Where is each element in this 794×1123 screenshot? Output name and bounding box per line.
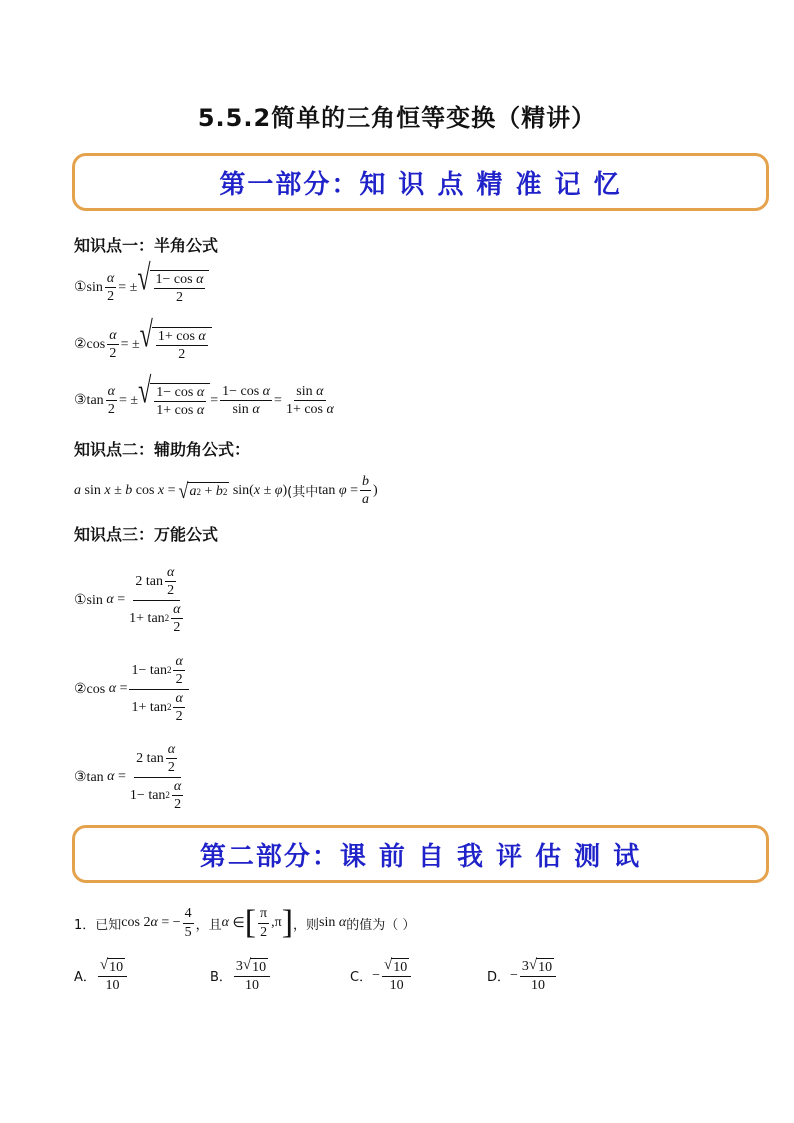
formula-universal-cos: ②cos α = 1− tan 2 $\frac{\alpha}{2}$ 1+ tan 2 $\frac{\alpha}{2}$ <box>74 654 191 725</box>
kp1-heading: 知识点一：半角公式 <box>74 236 219 255</box>
formula-auxiliary-angle: a sin x ± b cos x = √ a 2 + b 2 sin( x ± φ ) (其中 tan φ = $\frac{b}{a}$ ) <box>74 474 378 508</box>
kp2-heading: 知识点二：辅助角公式： <box>74 440 251 459</box>
formula-universal-tan: ③tan α = 2 tan $\frac{\alpha}{2}$ 1− tan 2 $\frac{\alpha}{2}$ <box>74 742 182 813</box>
formula-half-cos: ②cos $\frac{\alpha}{2}$ = ± √ $\frac{\text{1+ cos α}}{2}$ <box>74 327 212 363</box>
part2-title: 第二部分：课 前 自 我 评 估 测 试 <box>199 841 642 872</box>
part1-banner <box>72 153 769 211</box>
option-c[interactable]: C． − √ 10 10 <box>350 958 413 994</box>
option-b[interactable]: B． 3 √ 10 10 <box>210 958 272 994</box>
question-number: 1． <box>74 917 96 933</box>
formula-half-sin: ①sin $\frac{\alpha}{2}$ = ± √ $\frac{\text{1− cos α}}{2}$ <box>74 270 209 306</box>
part2-banner <box>72 825 769 883</box>
kp3-heading: 知识点三：万能公式 <box>74 525 219 544</box>
page-title: 5.5.2简单的三角恒等变换（精讲） <box>197 104 597 132</box>
part1-title: 第一部分：知 识 点 精 准 记 忆 <box>219 169 622 200</box>
option-a[interactable]: A． √ 10 10 <box>74 958 129 994</box>
formula-half-tan: ③tan $\frac{\alpha}{2}$ = ± √ $\frac{\text{1− cos α}}{\text{1+ cos α}}$ = $\frac{\text{1− cos α}}{\text{sin α}}$ = $\frac{\text{sin α}}{\text{1+ cos α}}$ <box>74 372 334 419</box>
question-1: 1． 已知 cos 2 α = − $\frac{4}{5}$ ，且 α ∈ [ $\frac{\pi}{2}$ ,π ] ，则 sin α 的值为（ ） <box>74 904 416 941</box>
formula-universal-sin: ①sin α = 2 tan $\frac{\alpha}{2}$ 1+ tan 2 $\frac{\alpha}{2}$ <box>74 565 181 636</box>
option-d[interactable]: D． − 3 √ 10 10 <box>487 958 558 994</box>
